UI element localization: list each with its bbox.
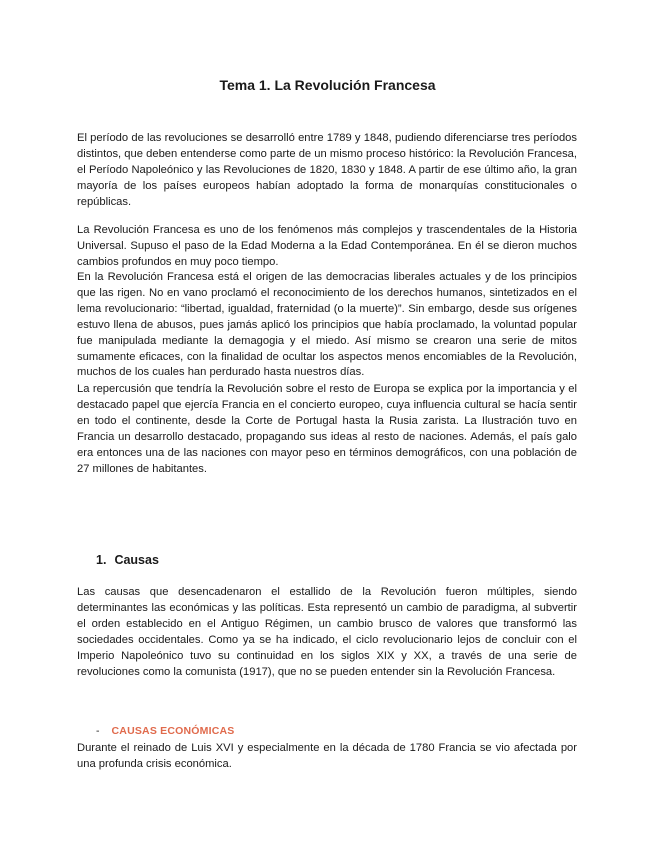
- paragraph-french-revolution: La Revolución Francesa es uno de los fenómenos más complejos y trascendentales de la Historia Universal. Supuso el paso de la Edad Moderna a la Edad Contemporánea. En él se dieron muchos cambios profundos en muy poco tiempo.: [77, 224, 577, 268]
- section-heading-causas: [96, 552, 159, 568]
- bullet-dash: -: [96, 725, 100, 737]
- paragraph-causas: Las causas que desencadenaron el estallido de la Revolución fueron múltiples, siendo determinantes las económicas y las políticas. Esta representó un cambio de paradigma, al subvertir el orden establecido en el Antiguo Régimen, un cambio brusco de valores que transformó las sociedades occidentales. Como ya se ha indicado, el ciclo revolucionario lejos de concluir con el Imperio Napoleónico tuvo su continuidad en los siglos XIX y XX, a través de una serie de revoluciones como la comunista (1917), que no se pueden entender sin la Revolución Francesa.: [77, 586, 577, 678]
- section-title: Causas: [114, 553, 159, 567]
- section-number: 1.: [96, 553, 107, 567]
- paragraph-origins: En la Revolución Francesa está el origen de las democracias liberales actuales y de los principios que las rigen. No en vano proclamó el reconocimiento de los derechos humanos, sintetizados en el lema revolucionario: “libertad, igualdad, fraternidad (o la muerte)”. Sin embargo, desde sus orígenes estuvo llena de abusos, pues jamás aplicó los principios que había proclamado, la voluntad popular fue manipulada mediante la demagogia y el miedo. Así mismo se crearon una serie de mitos sumamente eficaces, con la finalidad de ocultar los aspectos menos encomiables de la Revolución, muchos de los cuales han perdurado hasta nuestros días.: [77, 271, 577, 379]
- paragraph-causas-economicas: Durante el reinado de Luis XVI y especialmente en la década de 1780 Francia se vio afectada por una profunda crisis económica.: [77, 742, 577, 770]
- page-title: Tema 1. La Revolución Francesa: [219, 77, 436, 93]
- intro-paragraph: El período de las revoluciones se desarrolló entre 1789 y 1848, pudiendo diferenciarse tres períodos distintos, que deben entenderse como parte de un mismo proceso histórico: la Revolución Francesa, el Período Napoleónico y las Revoluciones de 1820, 1830 y 1848. A partir de ese último año, la gran mayoría de los países europeos habían adoptado la forma de monarquías constitucionales o repúblicas.: [77, 132, 577, 208]
- paragraph-repercussion: La repercusión que tendría la Revolución sobre el resto de Europa se explica por la importancia y el destacado papel que ejercía Francia en el concierto europeo, cuya influencia cultural se hacía sentir en todo el continente, desde la Corte de Portugal hasta la Rusia zarista. La Ilustración tuvo en Francia un desarrollo destacado, propagando sus ideas al resto de naciones. Además, el país galo era entonces una de las naciones con mayor peso en términos demográficos, con una población de 27 millones de habitantes.: [77, 383, 577, 475]
- subsection-heading-causas-economicas: [96, 724, 235, 738]
- subsection-label: CAUSAS ECONÓMICAS: [111, 725, 235, 737]
